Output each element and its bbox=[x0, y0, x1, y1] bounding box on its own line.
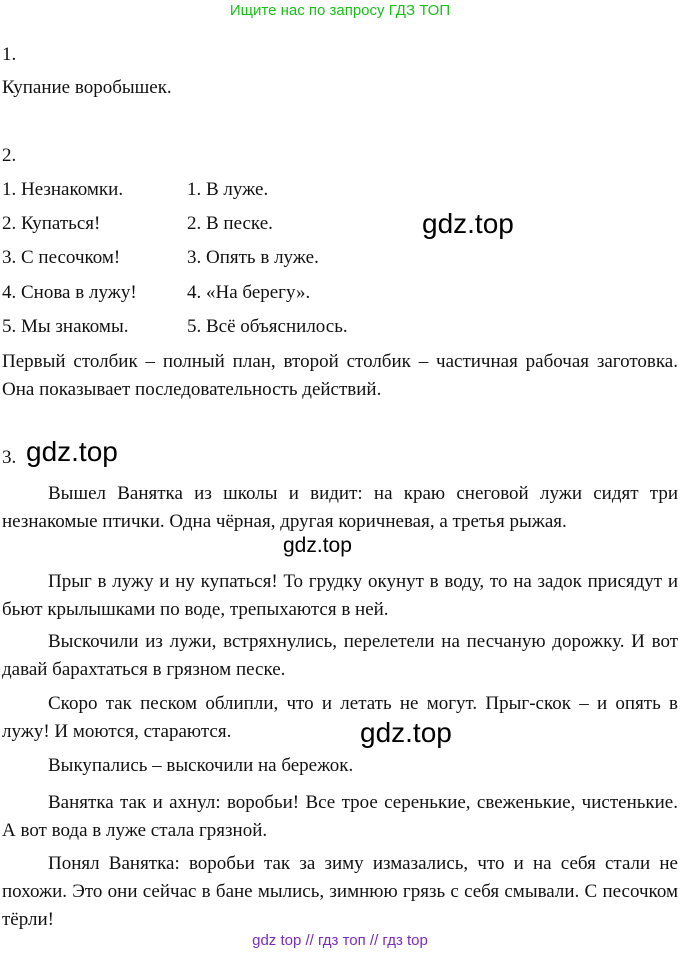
plan-full-item: 4. Снова в лужу! bbox=[2, 282, 137, 303]
story-paragraph: Вышел Ванятка из школы и видит: на краю снеговой лужи сидят три незнакомые птички. Одна чёрная, другая коричневая, а третья рыжая. bbox=[2, 483, 678, 532]
search-banner: Ищите нас по запросу ГДЗ ТОП bbox=[229, 2, 451, 19]
task1-number: 1. bbox=[2, 44, 17, 65]
watermark: gdz.top bbox=[360, 717, 452, 748]
plan-partial-item: 4. «На берегу». bbox=[187, 282, 311, 303]
story-paragraph: Прыг в лужу и ну купаться! То грудку окунут в воду, то на задок присядут и бьют крылышками по воде, трепыхаются в ней. bbox=[2, 571, 678, 620]
task1-answer: Купание воробышек. bbox=[2, 77, 172, 98]
story-paragraph: Ванятка так и ахнул: воробьи! Все трое серенькие, свеженькие, чистенькие. А вот вода в луже стала грязной. bbox=[2, 792, 678, 841]
story-paragraph: Понял Ванятка: воробьи так за зиму измазались, что и на себя стали не похожи. Это они сейчас в бане мылись, зимнюю грязь с себя смывали. С песочком тёрли! bbox=[2, 853, 678, 930]
story-paragraph: Выскочили из лужи, встряхнулись, перелетели на песчаную дорожку. И вот давай барахтаться в грязном песке. bbox=[2, 631, 678, 680]
footer-links: gdz top // гдз топ // гдз top bbox=[252, 932, 428, 949]
plan-full-item: 1. Незнакомки. bbox=[2, 179, 124, 200]
task2-number: 2. bbox=[2, 145, 17, 166]
story-paragraph: Скоро так песком облипли, что и летать не могут. Прыг-скок – и опять в лужу! И моются, стараются. bbox=[2, 693, 678, 742]
watermark: gdz.top bbox=[26, 436, 118, 467]
plan-partial-item: 2. В песке. bbox=[187, 213, 273, 234]
plan-full-item: 2. Купаться! bbox=[2, 213, 101, 234]
plan-partial-item: 5. Всё объяснилось. bbox=[187, 316, 348, 337]
task2-explanation: Первый столбик – полный план, второй столбик – частичная рабочая заготовка. Она показывает последовательность действий. bbox=[2, 351, 678, 400]
plan-partial-item: 3. Опять в луже. bbox=[187, 247, 319, 268]
plan-partial-item: 1. В луже. bbox=[187, 179, 269, 200]
plan-full-item: 3. С песочком! bbox=[2, 247, 121, 268]
story-paragraph: Выкупались – выскочили на бережок. bbox=[48, 755, 354, 776]
plan-full-item: 5. Мы знакомы. bbox=[2, 316, 129, 337]
task3-number: 3. bbox=[2, 447, 17, 468]
watermark: gdz.top bbox=[422, 208, 514, 239]
watermark: gdz.top bbox=[283, 534, 352, 557]
